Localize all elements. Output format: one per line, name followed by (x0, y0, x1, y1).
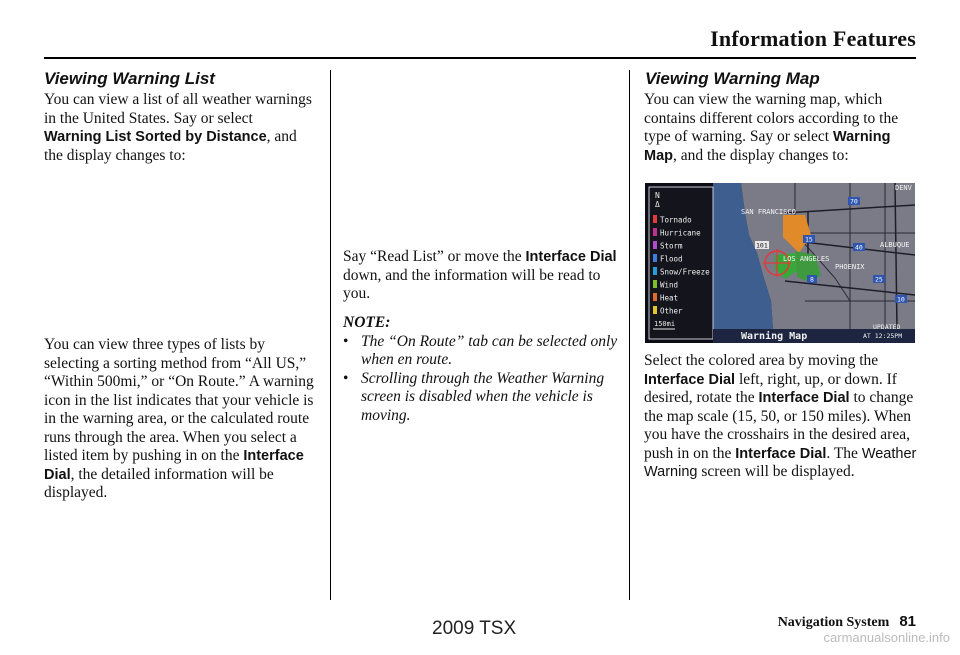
legend-swatch (653, 228, 657, 236)
map-scale-label: 150mi (654, 320, 676, 328)
north-arrow-icon: Δ (655, 200, 660, 209)
right-paragraph-2 (644, 352, 920, 482)
city-label: LOS ANGELES (783, 255, 830, 263)
legend-swatch (653, 254, 657, 262)
middle-p1-command: Interface Dial (525, 249, 617, 265)
left-p2-text-a: You can view three types of lists by selecting a sorting method from “All US,” “Within 500mi,” or “On Route.” A warning icon in the list indicates that your vehicle is in the warning area, or the calculated route runs through the area. When you select a listed item by pushing in on the (44, 336, 314, 464)
page-number: 81 (899, 613, 916, 630)
right-p2-command-3: Interface Dial (735, 445, 827, 462)
note-list (343, 333, 619, 426)
right-p2-command-1: Interface Dial (644, 371, 736, 388)
note-label: NOTE: (343, 314, 391, 331)
right-p2-screen-name: Weather Warning (644, 445, 917, 480)
highway-shield-label: 101 (756, 241, 768, 250)
middle-paragraph-1 (343, 248, 619, 304)
middle-p1-text-a: Say “Read List” or move the (343, 248, 526, 265)
highway-shield-label: 25 (875, 275, 883, 284)
legend-label: Snow/Freeze (660, 267, 710, 277)
left-paragraph-2 (44, 336, 320, 503)
site-watermark: carmanualsonline.info (823, 630, 950, 645)
left-paragraph-1 (44, 91, 314, 165)
legend-label: Other (660, 306, 683, 316)
page-header-title: Information Features (710, 26, 916, 51)
legend-swatch (653, 215, 657, 223)
right-p2-text-b: left, right, up, or down. If desired, rotate the (644, 370, 897, 406)
column-divider-1 (330, 70, 331, 600)
header-rule (44, 57, 916, 59)
left-p2-command: Interface Dial (44, 448, 304, 483)
section-heading-warning-map: Viewing Warning Map (645, 69, 820, 88)
legend-label: Storm (660, 241, 683, 251)
right-paragraph-1 (644, 91, 920, 165)
section-heading-warning-list: Viewing Warning List (44, 69, 215, 88)
legend-label: Wind (660, 280, 679, 290)
right-p1-text-a: You can view the warning map, which contains different colors according to the type of warning. Say or select (644, 91, 899, 145)
warning-map-screenshot (645, 183, 915, 343)
legend-swatch (653, 241, 657, 249)
left-p1-text-b: , and the display changes to: (44, 128, 297, 164)
left-p1-text-a: You can view a list of all weather warnings in the United States. Say or select (44, 91, 312, 127)
highway-shield-label: 40 (855, 243, 863, 252)
city-label: ALBUQUE (880, 241, 910, 249)
highway-shield-label: 70 (850, 197, 858, 206)
map-updated-line1: UPDATED (873, 323, 901, 331)
legend-swatch (653, 306, 657, 314)
column-divider-2 (629, 70, 630, 600)
right-p2-text-d: . The (826, 444, 862, 462)
footer-section-name: Navigation System (777, 615, 890, 630)
legend-label: Hurricane (660, 228, 701, 238)
legend-swatch (653, 280, 657, 288)
right-p2-command-2: Interface Dial (758, 390, 850, 406)
right-p2-text-a: Select the colored area by moving the (644, 352, 879, 369)
warning-map-graphic (645, 183, 915, 343)
city-label: DENV (895, 184, 912, 192)
legend-label: Flood (660, 254, 683, 264)
legend-label: Heat (660, 293, 679, 303)
middle-note (343, 314, 619, 425)
right-p2-text-c: to change the map scale (15, 50, or 150 miles). When you have the crosshairs in the desired area, push in on the (644, 389, 914, 462)
note-item: • The “On Route” tab can be selected only when en route. (343, 333, 619, 370)
legend-label: Tornado (660, 215, 692, 225)
map-title: Warning Map (741, 331, 808, 342)
note-item: • Scrolling through the Weather Warning screen is disabled when the vehicle is moving. (343, 370, 619, 426)
highway-shield-label: 8 (810, 275, 814, 284)
city-label: PHOENIX (835, 263, 865, 271)
left-p1-command: Warning List Sorted by Distance (44, 129, 267, 145)
highway-shield-label: 10 (897, 295, 905, 304)
legend-swatch (653, 293, 657, 301)
left-p2-text-b: , the detailed information will be displayed. (44, 465, 274, 501)
right-p1-command: Warning Map (644, 129, 891, 164)
map-updated-line2: AT 12:25PM (863, 332, 903, 340)
city-label: SAN FRANCISCO (741, 208, 796, 216)
right-p1-text-b: , and the display changes to: (673, 146, 849, 164)
middle-p1-text-b: down, and the information will be read to you. (343, 266, 601, 302)
legend-swatch (653, 267, 657, 275)
highway-shield-label: 15 (805, 235, 813, 244)
footer-page-info (778, 613, 916, 631)
right-p2-text-e: screen will be displayed. (697, 463, 855, 480)
north-indicator: N (655, 191, 660, 200)
footer-model-label: 2009 TSX (432, 618, 517, 639)
